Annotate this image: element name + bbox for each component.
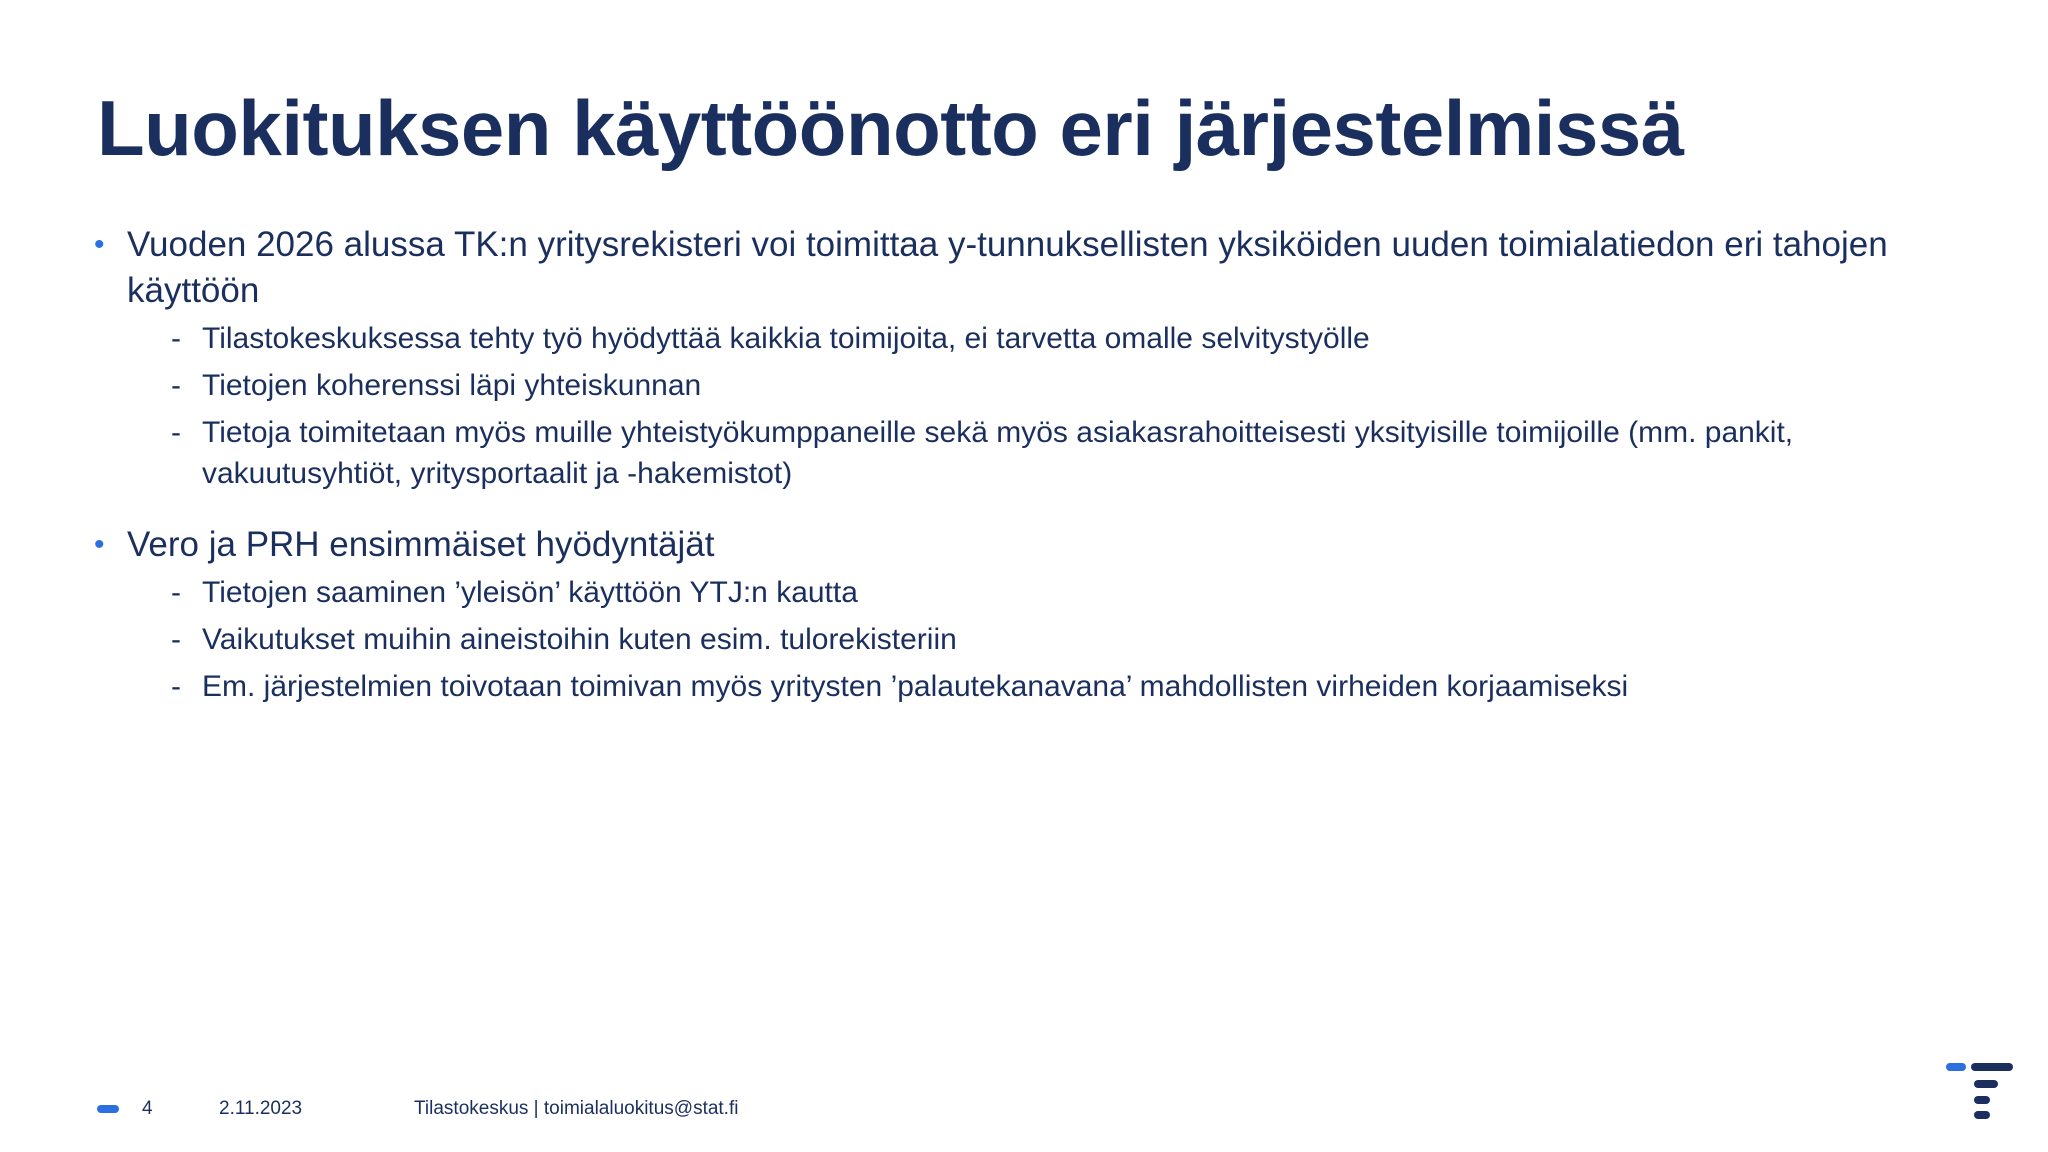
spacer: [93, 500, 1953, 522]
sub-item-text: Tietojen koherenssi läpi yhteiskunnan: [202, 369, 702, 402]
bullet-dot-icon: •: [94, 228, 105, 261]
footer-date: 2.11.2023: [219, 1098, 303, 1119]
footer-accent-dash-icon: [97, 1105, 119, 1113]
dash-icon: -: [171, 623, 181, 656]
slide-footer: [0, 1095, 2048, 1125]
dash-icon: -: [171, 369, 181, 402]
sub-item-text: Tietojen saaminen ’yleisön’ käyttöön YTJ:n kautta: [202, 576, 858, 609]
sub-item: [93, 318, 1953, 359]
slide-title: Luokituksen käyttöönotto eri järjestelmissä: [97, 84, 1684, 172]
bullet-text: Vero ja PRH ensimmäiset hyödyntäjät: [127, 525, 715, 564]
bullet-item: [93, 522, 1953, 568]
sub-item: [93, 365, 1953, 406]
bullet-text: Vuoden 2026 alussa TK:n yritysrekisteri voi toimittaa y-tunnuksellisten yksiköiden uuden toimialatiedon eri tahojen käyttöön: [127, 225, 1888, 310]
footer-organization: Tilastokeskus | toimialaluokitus@stat.fi: [414, 1098, 739, 1119]
statistics-finland-logo-icon: [1946, 1060, 2016, 1120]
sub-item-text: Tilastokeskuksessa tehty työ hyödyttää kaikkia toimijoita, ei tarvetta omalle selvitystyölle: [202, 322, 1370, 355]
bullet-dot-icon: •: [94, 528, 105, 561]
dash-icon: -: [171, 322, 181, 355]
page-number: 4: [142, 1098, 153, 1119]
dash-icon: -: [171, 576, 181, 609]
slide-content: [93, 222, 1953, 713]
sub-item: [93, 666, 1953, 707]
sub-item-text: Vaikutukset muihin aineistoihin kuten esim. tulorekisteriin: [202, 623, 957, 656]
dash-icon: -: [171, 670, 181, 703]
sub-item: [93, 619, 1953, 660]
sub-item: [93, 572, 1953, 613]
sub-list: [93, 318, 1953, 494]
sub-item-text: Tietoja toimitetaan myös muille yhteistyökumppaneille sekä myös asiakasrahoitteisesti yksityisille toimijoille (mm. pankit, vakuutusyhtiöt, yritysportaalit ja -hakemistot): [202, 416, 1794, 490]
sub-list: [93, 572, 1953, 707]
sub-item-text: Em. järjestelmien toivotaan toimivan myös yritysten ’palautekanavana’ mahdollisten virheiden korjaamiseksi: [202, 670, 1629, 703]
bullet-item: [93, 222, 1953, 314]
dash-icon: -: [171, 416, 181, 449]
sub-item: [93, 412, 1953, 494]
